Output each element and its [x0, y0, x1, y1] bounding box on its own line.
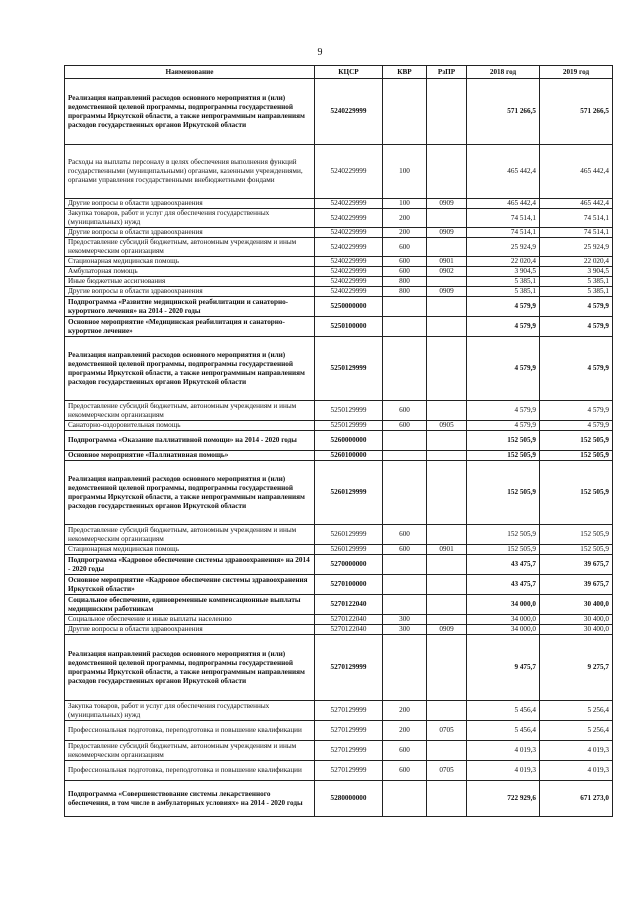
row-name: Основное мероприятие «Паллиативная помощь»: [65, 451, 315, 461]
row-value-2019: 5 256,4: [540, 721, 613, 741]
table-row: [65, 297, 613, 317]
table-row: [65, 615, 613, 625]
row-value-2019: 39 675,7: [540, 555, 613, 575]
row-rzpr: [427, 145, 467, 199]
row-value-2018: 34 000,0: [467, 625, 540, 635]
row-value-2018: 4 019,3: [467, 761, 540, 781]
row-kvr: 600: [383, 238, 427, 257]
table-row: [65, 79, 613, 145]
row-kcsr: 5240229999: [315, 228, 383, 238]
row-rzpr: [427, 575, 467, 595]
row-name: Реализация направлений расходов основного мероприятия и (или) ведомственной целевой программы, подпрограммы государственной программы Иркутской области, а также непрограммным направлениям расходов государственных органов Иркутской области: [65, 337, 315, 401]
row-kcsr: 5280000000: [315, 781, 383, 817]
row-rzpr: [427, 209, 467, 228]
row-rzpr: [427, 615, 467, 625]
table-body: [65, 79, 613, 817]
row-name: Подпрограмма «Развитие медицинской реабилитации и санаторно-курортного лечения» на 2014 - 2020 годы: [65, 297, 315, 317]
row-kcsr: 5240229999: [315, 79, 383, 145]
table-row: [65, 701, 613, 721]
row-value-2019: 152 505,9: [540, 545, 613, 555]
table-row: [65, 575, 613, 595]
row-value-2018: 25 924,9: [467, 238, 540, 257]
row-kvr: [383, 461, 427, 525]
row-kvr: 200: [383, 228, 427, 238]
table-row: [65, 277, 613, 287]
row-value-2019: 4 579,9: [540, 297, 613, 317]
row-kcsr: 5240229999: [315, 199, 383, 209]
header-2019: 2019 год: [540, 66, 613, 79]
row-kcsr: 5250129999: [315, 401, 383, 421]
row-kcsr: 5240229999: [315, 145, 383, 199]
row-kvr: 800: [383, 287, 427, 297]
row-rzpr: [427, 431, 467, 451]
row-name: Подпрограмма «Совершенствование системы лекарственного обеспечения, в том числе в амбулаторных условиях» на 2014 - 2020 годы: [65, 781, 315, 817]
row-value-2019: 152 505,9: [540, 431, 613, 451]
row-rzpr: 0909: [427, 199, 467, 209]
row-rzpr: [427, 635, 467, 701]
row-value-2019: 465 442,4: [540, 199, 613, 209]
row-value-2019: 571 266,5: [540, 79, 613, 145]
row-rzpr: 0905: [427, 421, 467, 431]
row-kvr: [383, 337, 427, 401]
row-value-2018: 152 505,9: [467, 451, 540, 461]
row-rzpr: [427, 401, 467, 421]
table-row: [65, 257, 613, 267]
row-value-2019: 4 019,3: [540, 741, 613, 761]
table-row: [65, 525, 613, 545]
row-value-2018: 4 579,9: [467, 401, 540, 421]
row-value-2018: 4 579,9: [467, 421, 540, 431]
row-value-2018: 4 579,9: [467, 317, 540, 337]
table-row: [65, 238, 613, 257]
table-row: [65, 287, 613, 297]
header-kvr: КВР: [383, 66, 427, 79]
row-kcsr: 5260129999: [315, 545, 383, 555]
row-rzpr: 0901: [427, 545, 467, 555]
row-value-2019: 22 020,4: [540, 257, 613, 267]
row-kcsr: 5240229999: [315, 209, 383, 228]
row-value-2018: 465 442,4: [467, 199, 540, 209]
row-value-2019: 25 924,9: [540, 238, 613, 257]
row-value-2019: 30 400,0: [540, 595, 613, 615]
table-row: [65, 461, 613, 525]
header-rzpr: РзПР: [427, 66, 467, 79]
row-value-2018: 22 020,4: [467, 257, 540, 267]
row-value-2019: 4 579,9: [540, 401, 613, 421]
row-kvr: [383, 431, 427, 451]
row-kvr: [383, 635, 427, 701]
row-kcsr: 5270122040: [315, 595, 383, 615]
row-name: Расходы на выплаты персоналу в целях обеспечения выполнения функций государственными (муниципальными) органами, казенными учреждениями, органами управления государственными внебюджетными фондами: [65, 145, 315, 199]
row-name: Профессиональная подготовка, переподготовка и повышение квалификации: [65, 761, 315, 781]
row-value-2018: 5 456,4: [467, 721, 540, 741]
row-kcsr: 5250100000: [315, 317, 383, 337]
row-name: Амбулаторная помощь: [65, 267, 315, 277]
table-row: [65, 317, 613, 337]
row-rzpr: [427, 337, 467, 401]
row-name: Закупка товаров, работ и услуг для обеспечения государственных (муниципальных) нужд: [65, 209, 315, 228]
row-value-2019: 152 505,9: [540, 461, 613, 525]
row-value-2019: 4 019,3: [540, 761, 613, 781]
row-kvr: 100: [383, 199, 427, 209]
row-kcsr: 5260000000: [315, 431, 383, 451]
row-value-2019: 74 514,1: [540, 228, 613, 238]
row-name: Основное мероприятие «Кадровое обеспечение системы здравоохранения Иркутской области»: [65, 575, 315, 595]
row-kvr: 200: [383, 209, 427, 228]
row-kcsr: 5270129999: [315, 635, 383, 701]
row-rzpr: [427, 595, 467, 615]
row-value-2018: 152 505,9: [467, 431, 540, 451]
row-name: Другие вопросы в области здравоохранения: [65, 199, 315, 209]
row-rzpr: 0902: [427, 267, 467, 277]
row-kvr: 300: [383, 615, 427, 625]
row-value-2018: 152 505,9: [467, 461, 540, 525]
table-row: [65, 421, 613, 431]
row-rzpr: 0909: [427, 228, 467, 238]
row-kvr: 600: [383, 257, 427, 267]
row-value-2019: 30 400,0: [540, 615, 613, 625]
row-value-2018: 34 000,0: [467, 595, 540, 615]
row-kcsr: 5250129999: [315, 421, 383, 431]
row-kcsr: 5240229999: [315, 267, 383, 277]
row-value-2019: 9 275,7: [540, 635, 613, 701]
row-value-2018: 4 019,3: [467, 741, 540, 761]
table-row: [65, 145, 613, 199]
row-rzpr: [427, 525, 467, 545]
row-value-2019: 671 273,0: [540, 781, 613, 817]
row-kcsr: 5240229999: [315, 238, 383, 257]
row-rzpr: [427, 277, 467, 287]
row-name: Социальное обеспечение и иные выплаты населению: [65, 615, 315, 625]
row-value-2018: 4 579,9: [467, 297, 540, 317]
row-kvr: 800: [383, 277, 427, 287]
row-name: Реализация направлений расходов основного мероприятия и (или) ведомственной целевой программы, подпрограммы государственной программы Иркутской области, а также непрограммным направлениям расходов государственных органов Иркутской области: [65, 635, 315, 701]
row-rzpr: 0901: [427, 257, 467, 267]
row-value-2018: 5 385,1: [467, 287, 540, 297]
row-value-2018: 3 904,5: [467, 267, 540, 277]
table-row: [65, 635, 613, 701]
row-rzpr: [427, 781, 467, 817]
row-value-2019: 5 256,4: [540, 701, 613, 721]
row-name: Основное мероприятие «Медицинская реабилитация и санаторно-курортное лечение»: [65, 317, 315, 337]
row-kcsr: 5270122040: [315, 615, 383, 625]
row-value-2018: 5 456,4: [467, 701, 540, 721]
row-value-2018: 4 579,9: [467, 337, 540, 401]
row-value-2019: 4 579,9: [540, 337, 613, 401]
row-value-2019: 4 579,9: [540, 317, 613, 337]
row-name: Предоставление субсидий бюджетным, автономным учреждениям и иным некоммерческим организациям: [65, 238, 315, 257]
row-value-2018: 43 475,7: [467, 555, 540, 575]
table-row: [65, 199, 613, 209]
row-kvr: [383, 79, 427, 145]
row-name: Другие вопросы в области здравоохранения: [65, 625, 315, 635]
row-rzpr: [427, 741, 467, 761]
row-rzpr: [427, 297, 467, 317]
row-value-2018: 74 514,1: [467, 209, 540, 228]
table-row: [65, 761, 613, 781]
row-name: Иные бюджетные ассигнования: [65, 277, 315, 287]
table-row: [65, 545, 613, 555]
row-kvr: 600: [383, 741, 427, 761]
row-rzpr: [427, 451, 467, 461]
row-value-2018: 34 000,0: [467, 615, 540, 625]
table-row: [65, 451, 613, 461]
row-value-2018: 465 442,4: [467, 145, 540, 199]
table-row: [65, 401, 613, 421]
table-row: [65, 781, 613, 817]
row-value-2019: 5 385,1: [540, 277, 613, 287]
row-kcsr: 5270129999: [315, 761, 383, 781]
row-kcsr: 5240229999: [315, 277, 383, 287]
table-row: [65, 267, 613, 277]
row-kcsr: 5250129999: [315, 337, 383, 401]
row-rzpr: [427, 555, 467, 575]
row-value-2019: 3 904,5: [540, 267, 613, 277]
row-value-2019: 152 505,9: [540, 451, 613, 461]
row-rzpr: [427, 461, 467, 525]
row-rzpr: 0909: [427, 625, 467, 635]
row-value-2019: 152 505,9: [540, 525, 613, 545]
budget-table: [64, 65, 613, 817]
row-kcsr: 5270122040: [315, 625, 383, 635]
table-row: [65, 209, 613, 228]
row-name: Санаторно-оздоровительная помощь: [65, 421, 315, 431]
table-header-row: [65, 66, 613, 79]
row-kcsr: 5260129999: [315, 525, 383, 545]
row-value-2019: 4 579,9: [540, 421, 613, 431]
row-name: Профессиональная подготовка, переподготовка и повышение квалификации: [65, 721, 315, 741]
row-kvr: 200: [383, 721, 427, 741]
row-kcsr: 5250000000: [315, 297, 383, 317]
table-row: [65, 595, 613, 615]
row-rzpr: [427, 317, 467, 337]
row-value-2019: 30 400,0: [540, 625, 613, 635]
row-name: Социальное обеспечение, единовременные компенсационные выплаты медицинским работникам: [65, 595, 315, 615]
row-kcsr: 5270100000: [315, 575, 383, 595]
row-kcsr: 5270129999: [315, 721, 383, 741]
row-value-2019: 5 385,1: [540, 287, 613, 297]
table-row: [65, 337, 613, 401]
header-2018: 2018 год: [467, 66, 540, 79]
row-value-2018: 5 385,1: [467, 277, 540, 287]
row-kvr: [383, 781, 427, 817]
row-name: Подпрограмма «Кадровое обеспечение системы здравоохранения» на 2014 - 2020 годы: [65, 555, 315, 575]
row-name: Стационарная медицинская помощь: [65, 545, 315, 555]
row-name: Реализация направлений расходов основного мероприятия и (или) ведомственной целевой программы, подпрограммы государственной программы Иркутской области, а также непрограммным направлениям расходов государственных органов Иркутской области: [65, 461, 315, 525]
row-name: Другие вопросы в области здравоохранения: [65, 228, 315, 238]
table-row: [65, 228, 613, 238]
row-name: Предоставление субсидий бюджетным, автономным учреждениям и иным некоммерческим организациям: [65, 525, 315, 545]
row-kvr: [383, 555, 427, 575]
table-row: [65, 431, 613, 451]
row-name: Предоставление субсидий бюджетным, автономным учреждениям и иным некоммерческим организациям: [65, 401, 315, 421]
row-name: Реализация направлений расходов основного мероприятия и (или) ведомственной целевой программы, подпрограммы государственной программы Иркутской области, а также непрограммным направлениям расходов государственных органов Иркутской области: [65, 79, 315, 145]
header-kcsr: КЦСР: [315, 66, 383, 79]
row-kvr: 300: [383, 625, 427, 635]
row-value-2018: 43 475,7: [467, 575, 540, 595]
row-kvr: 600: [383, 267, 427, 277]
row-kvr: [383, 297, 427, 317]
header-name: Наименование: [65, 66, 315, 79]
row-kvr: [383, 595, 427, 615]
row-kvr: 600: [383, 421, 427, 431]
row-value-2019: 39 675,7: [540, 575, 613, 595]
row-rzpr: 0909: [427, 287, 467, 297]
row-rzpr: 0705: [427, 761, 467, 781]
row-kvr: 600: [383, 525, 427, 545]
row-name: Стационарная медицинская помощь: [65, 257, 315, 267]
row-kcsr: 5270000000: [315, 555, 383, 575]
table-row: [65, 741, 613, 761]
row-name: Предоставление субсидий бюджетным, автономным учреждениям и иным некоммерческим организациям: [65, 741, 315, 761]
row-value-2018: 722 929,6: [467, 781, 540, 817]
row-value-2018: 74 514,1: [467, 228, 540, 238]
row-value-2019: 465 442,4: [540, 145, 613, 199]
row-rzpr: [427, 701, 467, 721]
row-kcsr: 5260100000: [315, 451, 383, 461]
row-kvr: 200: [383, 701, 427, 721]
row-rzpr: 0705: [427, 721, 467, 741]
table-row: [65, 721, 613, 741]
row-kcsr: 5240229999: [315, 257, 383, 267]
row-rzpr: [427, 238, 467, 257]
row-value-2018: 9 475,7: [467, 635, 540, 701]
row-value-2019: 74 514,1: [540, 209, 613, 228]
row-kcsr: 5260129999: [315, 461, 383, 525]
row-kvr: 600: [383, 545, 427, 555]
row-kvr: [383, 451, 427, 461]
row-name: Закупка товаров, работ и услуг для обеспечения государственных (муниципальных) нужд: [65, 701, 315, 721]
row-kvr: 600: [383, 401, 427, 421]
row-value-2018: 152 505,9: [467, 545, 540, 555]
row-kvr: 100: [383, 145, 427, 199]
row-kvr: [383, 317, 427, 337]
table-row: [65, 625, 613, 635]
row-kvr: 600: [383, 761, 427, 781]
row-value-2018: 152 505,9: [467, 525, 540, 545]
row-name: Подпрограмма «Оказание паллиативной помощи» на 2014 - 2020 годы: [65, 431, 315, 451]
row-value-2018: 571 266,5: [467, 79, 540, 145]
page-number: 9: [317, 47, 323, 58]
table-row: [65, 555, 613, 575]
row-name: Другие вопросы в области здравоохранения: [65, 287, 315, 297]
row-rzpr: [427, 79, 467, 145]
row-kcsr: 5240229999: [315, 287, 383, 297]
row-kvr: [383, 575, 427, 595]
row-kcsr: 5270129999: [315, 741, 383, 761]
row-kcsr: 5270129999: [315, 701, 383, 721]
